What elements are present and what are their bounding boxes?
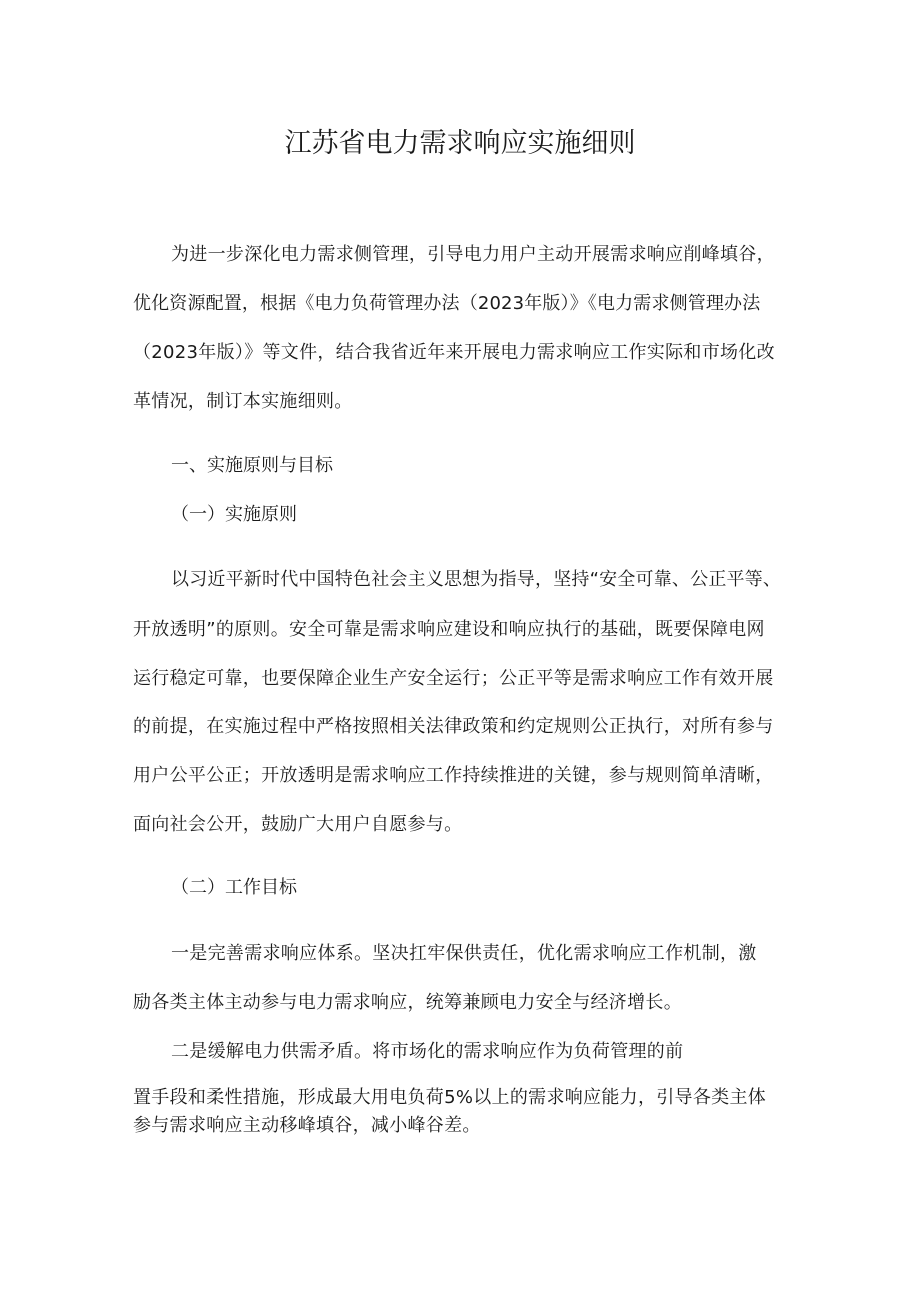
paragraph-line: 参与需求响应主动移峰填谷，减小峰谷差。: [133, 1115, 481, 1136]
paragraph-line: 励各类主体主动参与电力需求响应，统筹兼顾电力安全与经济增长。: [133, 992, 682, 1013]
paragraph-line: 开放透明”的原则。安全可靠是需求响应建设和响应执行的基础，既要保障电网: [133, 619, 765, 640]
paragraph-line: （2023年版）》等文件，结合我省近年来开展电力需求响应工作实际和市场化改: [133, 342, 775, 363]
paragraph-line: 革情况，制订本实施细则。: [133, 391, 353, 412]
section-heading: 一、实施原则与目标: [171, 455, 333, 476]
paragraph-line: 二是缓解电力供需矛盾。将市场化的需求响应作为负荷管理的前: [171, 1041, 684, 1062]
subsection-heading: （二）工作目标: [171, 877, 297, 898]
paragraph-line: 运行稳定可靠，也要保障企业生产安全运行；公正平等是需求响应工作有效开展: [133, 668, 774, 689]
subsection-heading: （一）实施原则: [171, 504, 297, 525]
paragraph-line: 为进一步深化电力需求侧管理，引导电力用户主动开展需求响应削峰填谷，: [171, 244, 775, 265]
paragraph-line: 优化资源配置，根据《电力负荷管理办法（2023年版）》《电力需求侧管理办法: [133, 293, 761, 314]
paragraph-line: 一是完善需求响应体系。坚决扛牢保供责任，优化需求响应工作机制，激: [171, 943, 757, 964]
paragraph-line: 置手段和柔性措施，形成最大用电负荷5%以上的需求响应能力，引导各类主体: [133, 1087, 767, 1108]
document-title: 江苏省电力需求响应实施细则: [284, 128, 636, 159]
paragraph-line: 的前提，在实施过程中严格按照相关法律政策和约定规则公正执行，对所有参与: [133, 716, 774, 737]
paragraph-line: 面向社会公开，鼓励广大用户自愿参与。: [133, 814, 463, 835]
paragraph-line: 以习近平新时代中国特色社会主义思想为指导，坚持“安全可靠、公正平等、: [171, 569, 782, 590]
paragraph-line: 用户公平公正；开放透明是需求响应工作持续推进的关键，参与规则简单清晰，: [133, 765, 774, 786]
